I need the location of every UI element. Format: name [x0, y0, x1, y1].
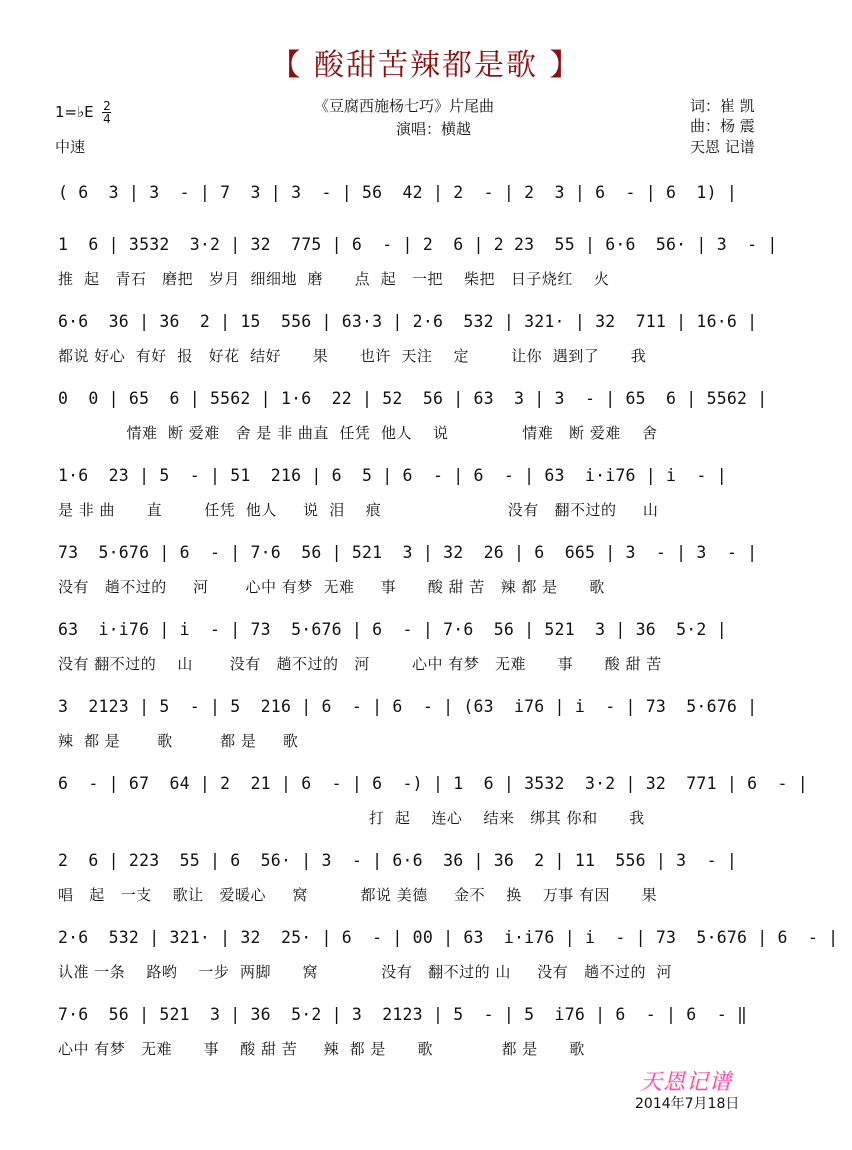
time-sig-top: 2	[103, 99, 111, 113]
lyric-line: 没有 翻不过的 山 没有 趟不过的 河 心中 有梦 无难 事 酸 甜 苦	[58, 655, 662, 673]
transcription-date: 2014年7月18日	[635, 1096, 740, 1112]
lyric-line: 唱 起 一支 歌让 爱暖心 窝 都说 美德 金不 换 万事 有因 果	[58, 886, 658, 904]
notation-line: 1·6 23 | 5 - | 51 216 | 6 5 | 6 - | 6 - | 63 i·i76 | i - |	[58, 466, 727, 485]
time-sig-bottom: 4	[103, 112, 111, 126]
notation-line: 1 6 | 3532 3·2 | 32 775 | 6 - | 2 6 | 2 23 55 | 6·6 56· | 3 - |	[58, 235, 778, 254]
composer: 曲：杨 震	[690, 117, 755, 135]
score-row	[58, 465, 798, 519]
notation-line: 73 5·676 | 6 - | 7·6 56 | 521 3 | 32 26 | 6 665 | 3 - | 3 - |	[58, 543, 758, 562]
singer: 演唱：横越	[396, 120, 472, 138]
notation-line: 7·6 56 | 521 3 | 36 5·2 | 3 2123 | 5 - | 5 i76 | 6 - | 6 - ‖	[58, 1005, 748, 1024]
notation-line: 2·6 532 | 321· | 32 25· | 6 - | 00 | 63 i·i76 | i - | 73 5·676 | 6 - |	[58, 928, 839, 947]
lyric-line: 都说 好心 有好 报 好花 结好 果 也许 天注 定 让你 遇到了 我	[58, 347, 647, 365]
transcriber-stamp: 天恩记谱	[640, 1070, 733, 1095]
lyric-line: 辣 都 是 歌 都 是 歌	[58, 732, 299, 750]
score-row	[58, 182, 798, 204]
lyric-line: 情难 断 爱难 舍 是 非 曲直 任凭 他人 说 情难 断 爱难 舍	[58, 424, 658, 442]
lyric-line: 没有 趟不过的 河 心中 有梦 无难 事 酸 甜 苦 辣 都 是 歌	[58, 578, 605, 596]
notation-line: 6·6 36 | 36 2 | 15 556 | 63·3 | 2·6 532 | 321· | 32 711 | 16·6 |	[58, 312, 758, 331]
song-title: 【 酸甜苦辣都是歌 】	[270, 48, 582, 83]
notation-line: 3 2123 | 5 - | 5 216 | 6 - | 6 - | (63 i76 | i - | 73 5·676 |	[58, 697, 758, 716]
score-row	[58, 234, 798, 288]
notation-line: 6 - | 67 64 | 2 21 | 6 - | 6 -) | 1 6 | 3532 3·2 | 32 771 | 6 - |	[58, 774, 808, 793]
notation-line: 63 i·i76 | i - | 73 5·676 | 6 - | 7·6 56 | 521 3 | 36 5·2 |	[58, 620, 727, 639]
score-row	[58, 773, 808, 827]
lyric-line: 认准 一条 路哟 一步 两脚 窝 没有 翻不过的 山 没有 趟不过的 河	[58, 963, 673, 981]
lyric-line: 推 起 青石 磨把 岁月 细细地 磨 点 起 一把 柴把 日子烧红 火	[58, 270, 610, 288]
score-row	[58, 696, 798, 750]
key-signature	[55, 100, 111, 125]
lyric-line: 心中 有梦 无难 事 酸 甜 苦 辣 都 是 歌 都 是 歌	[58, 1040, 585, 1058]
score-row	[58, 619, 798, 673]
notation-line: ( 6 3 | 3 - | 7 3 | 3 - | 56 42 | 2 - | 2 3 | 6 - | 6 1) |	[58, 183, 737, 202]
score-row	[58, 850, 798, 904]
notation-line: 2 6 | 223 55 | 6 56· | 3 - | 6·6 36 | 36 2 | 11 556 | 3 - |	[58, 851, 737, 870]
notation-line: 0 0 | 65 6 | 5562 | 1·6 22 | 52 56 | 63 3 | 3 - | 65 6 | 5562 |	[58, 389, 768, 408]
score-row	[58, 311, 798, 365]
tempo: 中速	[55, 138, 86, 156]
lyric-line: 是 非 曲 直 任凭 他人 说 泪 痕 没有 翻不过的 山	[58, 501, 659, 519]
score-row	[58, 542, 798, 596]
time-signature	[102, 100, 111, 125]
score-row	[58, 388, 798, 442]
transcriber: 天恩 记谱	[690, 138, 755, 156]
lyricist: 词：崔 凯	[690, 97, 755, 115]
lyric-line: 打 起 连心 结来 绑其 你和 我	[58, 809, 645, 827]
key-label: 1=♭E	[55, 103, 94, 121]
score-row	[58, 1004, 798, 1058]
score-row	[58, 927, 839, 981]
subtitle: 《豆腐西施杨七巧》片尾曲	[314, 97, 495, 115]
